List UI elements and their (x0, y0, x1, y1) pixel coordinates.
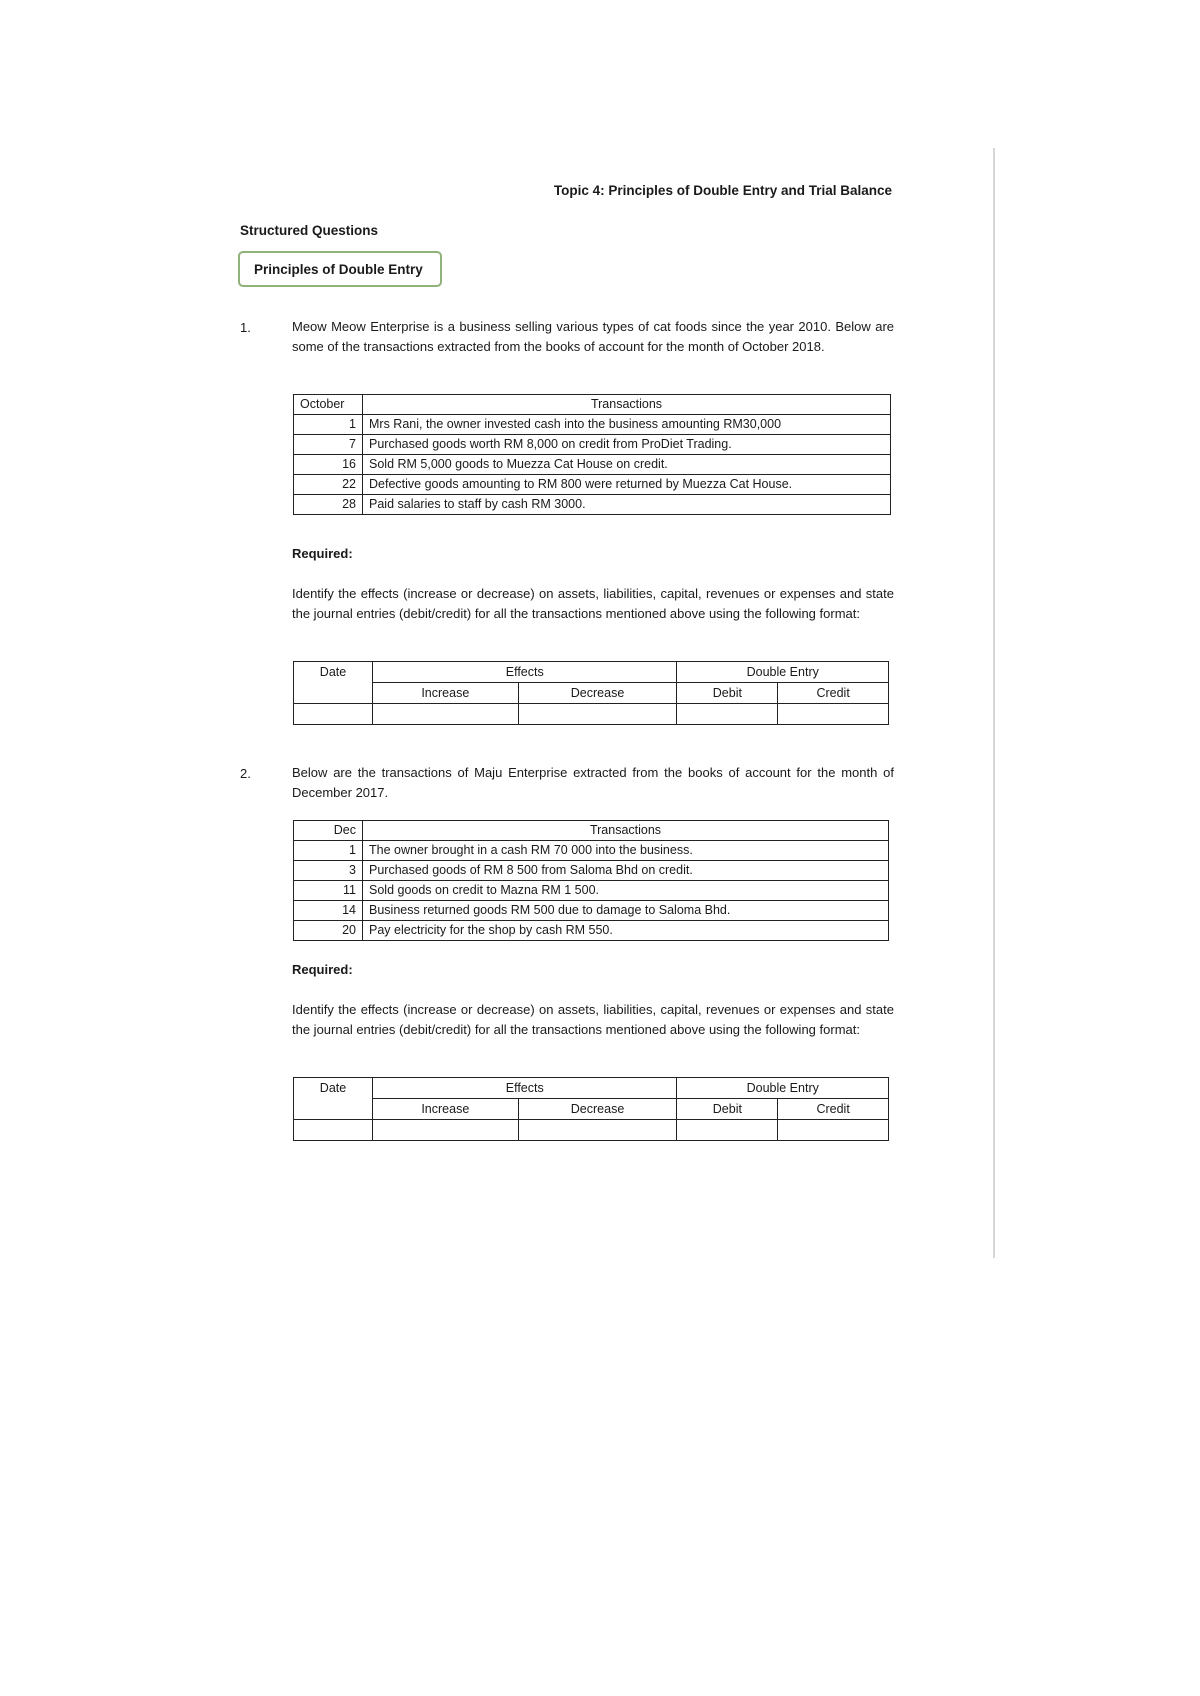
question-1-transactions-table (293, 394, 891, 515)
table-row (294, 455, 891, 475)
table-row (294, 921, 889, 941)
transaction-day: 1 (294, 841, 363, 861)
empty-cell (518, 1120, 677, 1141)
transaction-text: Purchased goods worth RM 8,000 on credit from ProDiet Trading. (363, 435, 891, 455)
question-1-format-table (293, 661, 889, 725)
credit-header: Credit (778, 1099, 889, 1120)
section-heading: Structured Questions (240, 223, 379, 238)
transaction-text: Mrs Rani, the owner invested cash into the business amounting RM30,000 (363, 415, 891, 435)
subsection-heading: Principles of Double Entry (238, 251, 442, 287)
transaction-day: 20 (294, 921, 363, 941)
question-2-intro: Below are the transactions of Maju Enterprise extracted from the books of account for the month of December 2017. (292, 765, 894, 800)
table-row (294, 901, 889, 921)
decrease-header: Decrease (518, 683, 677, 704)
table-row (294, 495, 891, 515)
month-header: October (294, 395, 363, 415)
double-entry-header: Double Entry (677, 662, 889, 683)
transaction-day: 22 (294, 475, 363, 495)
table-row (294, 861, 889, 881)
empty-cell (373, 704, 519, 725)
table-row (294, 415, 891, 435)
date-header: Date (294, 662, 373, 704)
format-subheader-row (294, 1099, 889, 1120)
empty-cell (294, 704, 373, 725)
question-2-required-text: Identify the effects (increase or decrease) on assets, liabilities, capital, revenues or expenses and state the journal entries (debit/credit) for all the transactions mentioned above using the following format: (292, 1002, 894, 1037)
table-row (294, 435, 891, 455)
transaction-text: Pay electricity for the shop by cash RM 550. (363, 921, 889, 941)
format-subheader-row (294, 683, 889, 704)
table-header-row (294, 395, 891, 415)
question-2-number: 2. (240, 766, 251, 781)
debit-header: Debit (677, 683, 778, 704)
question-1-required-text: Identify the effects (increase or decrease) on assets, liabilities, capital, revenues or expenses and state the journal entries (debit/credit) for all the transactions mentioned above using the following format: (292, 586, 894, 621)
transaction-day: 14 (294, 901, 363, 921)
transaction-day: 7 (294, 435, 363, 455)
transaction-day: 16 (294, 455, 363, 475)
decrease-header: Decrease (518, 1099, 677, 1120)
transaction-day: 1 (294, 415, 363, 435)
effects-header: Effects (373, 1078, 677, 1099)
transactions-header: Transactions (363, 821, 889, 841)
table-row (294, 841, 889, 861)
question-2-required-label: Required: (292, 962, 353, 977)
increase-header: Increase (373, 1099, 519, 1120)
question-1-required-label: Required: (292, 546, 353, 561)
date-header: Date (294, 1078, 373, 1120)
transaction-text: Defective goods amounting to RM 800 were returned by Muezza Cat House. (363, 475, 891, 495)
question-2-format-table (293, 1077, 889, 1141)
transaction-text: Sold RM 5,000 goods to Muezza Cat House on credit. (363, 455, 891, 475)
transaction-day: 28 (294, 495, 363, 515)
question-1-intro: Meow Meow Enterprise is a business selling various types of cat foods since the year 2010. Below are some of the transactions extracted from the books of account for the month of October 2018. (292, 319, 894, 354)
debit-header: Debit (677, 1099, 778, 1120)
empty-cell (778, 1120, 889, 1141)
table-row (294, 881, 889, 901)
format-header-row (294, 1078, 889, 1099)
transaction-day: 3 (294, 861, 363, 881)
table-row (294, 475, 891, 495)
table-header-row (294, 821, 889, 841)
transaction-text: The owner brought in a cash RM 70 000 into the business. (363, 841, 889, 861)
credit-header: Credit (778, 683, 889, 704)
increase-header: Increase (373, 683, 519, 704)
format-empty-row (294, 704, 889, 725)
transactions-header: Transactions (363, 395, 891, 415)
month-header: Dec (294, 821, 363, 841)
double-entry-header: Double Entry (677, 1078, 889, 1099)
transaction-text: Purchased goods of RM 8 500 from Saloma Bhd on credit. (363, 861, 889, 881)
empty-cell (294, 1120, 373, 1141)
empty-cell (677, 1120, 778, 1141)
topic-header: Topic 4: Principles of Double Entry and Trial Balance (553, 183, 892, 198)
format-empty-row (294, 1120, 889, 1141)
page-edge-divider (993, 148, 995, 1258)
empty-cell (677, 704, 778, 725)
transaction-text: Business returned goods RM 500 due to damage to Saloma Bhd. (363, 901, 889, 921)
empty-cell (518, 704, 677, 725)
effects-header: Effects (373, 662, 677, 683)
empty-cell (373, 1120, 519, 1141)
transaction-day: 11 (294, 881, 363, 901)
transaction-text: Paid salaries to staff by cash RM 3000. (363, 495, 891, 515)
format-header-row (294, 662, 889, 683)
question-2-transactions-table (293, 820, 889, 941)
empty-cell (778, 704, 889, 725)
transaction-text: Sold goods on credit to Mazna RM 1 500. (363, 881, 889, 901)
question-1-number: 1. (240, 320, 251, 335)
